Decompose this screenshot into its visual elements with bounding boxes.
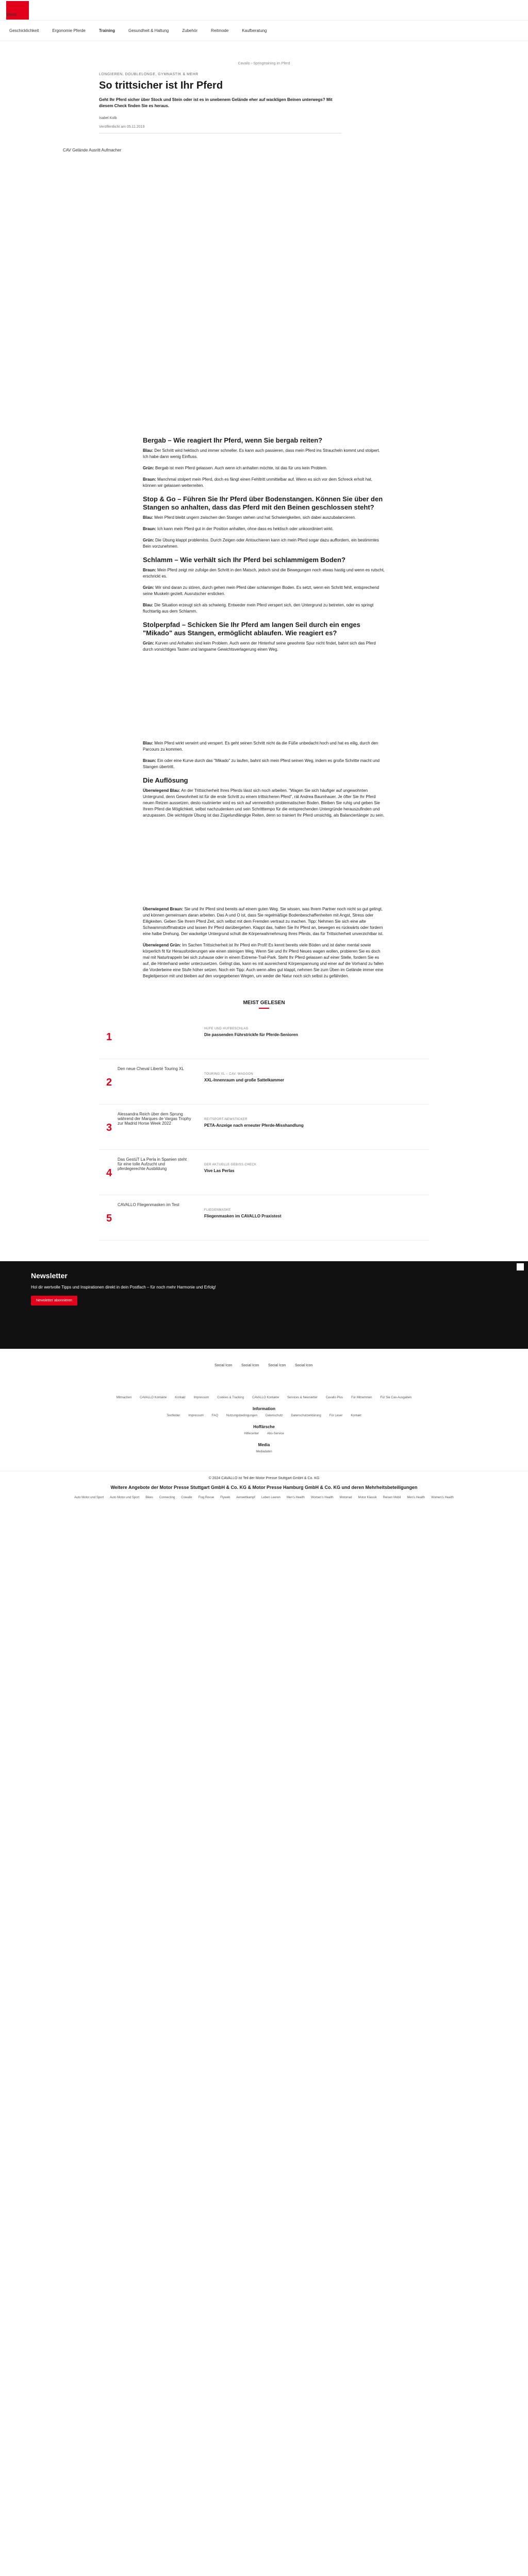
paragraph [143,567,385,580]
paragraph [143,740,385,753]
footer-link[interactable]: Mitmachen [116,1396,132,1399]
paragraph-lead: Grün: [143,585,154,590]
paragraph-lead: Überwiegend Grün: [143,943,182,947]
paragraph-text: Der Schritt wird hektisch und immer schneller. Es kann auch passieren, dass mein Pferd ins Straucheln kommt und stolpert. Ich habe dann wenig Einfluss. [143,448,380,459]
paragraph-lead: Grün: [143,466,154,470]
title-underline [259,1008,269,1009]
paragraph [143,526,385,532]
paragraph [143,448,385,460]
nav-item[interactable]: Kaufberatung [242,28,267,33]
item-category: FLIEGENMASKE [204,1209,231,1212]
item-thumbnail[interactable]: Alessandra Reich über dem Sprung während der Marques de Vargas Trophy zur Madrid Horse Week 2022 [118,1112,191,1126]
publication-link[interactable]: Connecting [159,1496,175,1499]
paragraph-lead: Grün: [143,538,154,543]
item-rank: 1 [106,1031,112,1043]
publication-link[interactable]: Women's Health [310,1496,334,1499]
section-heading: Die Auflösung [143,776,188,784]
item-text [192,1156,338,1174]
article-lead: Geht Ihr Pferd sicher über Stock und Stein oder ist es in unebenem Gelände eher auf wackligen Beinen unterwegs? Mit diesem Check finden Sie es heraus. [99,97,333,108]
footer-link[interactable]: Nutzungsbedingungen [226,1414,257,1417]
item-rank: 4 [106,1167,112,1179]
most-read-item[interactable] [99,1156,429,1195]
most-read-section [99,1000,429,1241]
article-title: So trittsicher ist Ihr Pferd [99,80,223,91]
article-date: Veröffentlicht am 05.11.2019 [99,125,341,133]
section-heading: Schlamm – Wie verhält sich Ihr Pferd bei schlammigem Boden? [143,556,345,564]
paragraph-lead: Blau: [143,603,153,607]
breadcrumb-item[interactable]: Springtraining im Pferd [253,62,290,65]
footer-link[interactable]: Datenschutz [265,1414,283,1417]
newsletter-subscribe-button[interactable]: Newsletter abonnieren [31,1296,77,1306]
paragraph-text: Kurven und Anhalten sind kein Problem. Auch wenn der Hinterhuf seine gewohnte Spur nicht findet, bahnt sich das Pferd durch vorsichtiges Tasten und langsame Gewichtsverlagerung einen Weg. [143,641,376,652]
footer-link[interactable]: Kontakt [175,1396,186,1399]
more-offers-title: Weitere Angebote der Motor Presse Stuttgart GmbH & Co. KG & Motor Presse Hamburg GmbH & Co. KG und deren Mehrheitsbeteiligungen [110,1485,418,1490]
paragraph-lead: Überwiegend Braun: [143,907,184,911]
newsletter-title: Newsletter [31,1272,68,1280]
paragraph [143,942,385,979]
paragraph-lead: Braun: [143,477,156,482]
footer-help [0,1425,528,1435]
item-rank: 5 [106,1213,112,1224]
publication-link[interactable]: Flug Revue [198,1496,214,1499]
item-category: REITSPORT-NEWSTICKER [204,1118,248,1121]
paragraph-lead: Braun: [143,758,156,763]
copyright: © 2024 CAVALLO ist Teil der Motor Presse Stuttgart GmbH & Co. KG [0,1471,528,1480]
publication-link[interactable]: Motorrad [339,1496,352,1499]
item-category: DER AKTUELLE GEBISS CHECK [204,1163,257,1166]
publication-link[interactable]: Auto Motor und Sport [74,1496,104,1499]
social-links [0,1363,528,1389]
item-text [192,1111,338,1128]
publication-link[interactable]: Leben Leeren [261,1496,281,1499]
social-icon[interactable]: Social Icon [214,1364,233,1367]
paragraph-lead: Blau: [143,741,153,745]
paragraph-text: Mein Pferd bleibt ungern zwischen den Stangen stehen und hat Schwierigkeiten, sich dabei auszubalancieren. [153,515,356,520]
publication-link[interactable]: Cowalle [181,1496,192,1499]
newsletter-text: Hol dir wertvolle Tipps und Inspirationen direkt in dein Postfach – für noch mehr Harmonie und Erfolg! [31,1285,216,1290]
footer-link[interactable]: Für Mitnehmen [351,1396,372,1399]
paragraph-lead: Blau: [143,448,153,453]
paragraph [143,515,385,521]
paragraph-text: An der Trittsicherheit Ihres Pferds lässt sich noch arbeiten. "Wagen Sie sich häufiger auf ungewohnten Untergrund, denn Gewohnheit ist für die erste Schritt zu einem trittsicheren Pferd", rät Andrea Baumhauer. Je öfter Sie Ihr Pferd neuen Reizen aussetzen, desto routinierter wird es sich auf vermeintlich problematischen Boden. Bleiben Sie ruhig und geben Sie Ihrem Pferd die Möglichkeit, selbst nachzudenken und sein Schritttempo für die entsprechenden Untergründe herauszufinden und anzupassen. Die wichtigste Übung ist das Zügelundlängige Reiten, denn so trainiert Ihr Pferd umsichtig, als Balanciertänger zu sein. [143,788,385,818]
publication-link[interactable]: Women's Health [431,1496,454,1499]
publication-link[interactable]: Flyweb [220,1496,230,1499]
nav-item[interactable]: Gesundheit & Haltung [128,28,169,33]
most-read-item[interactable] [99,1201,429,1241]
publication-link[interactable]: Men's Health [287,1496,305,1499]
paragraph-text: Manchmal stolpert mein Pferd, doch es fängt einen Fehltritt unmittelbar auf. Wenn es sich vor dem Schreck erholt hat, können wir gelassen weiterreiten. [143,477,372,488]
item-text [192,1065,338,1083]
most-read-item[interactable] [99,1111,429,1150]
hero-image-alt: CAV Gelände Ausritt Aufmacher [63,148,122,152]
footer-link[interactable]: Für Sie Cav-Ausgaben [380,1396,412,1399]
paragraph [143,602,385,615]
footer-info [0,1406,528,1417]
footer-link[interactable]: Impressum [193,1396,209,1399]
footer-help-title: Hoffärsche [253,1425,275,1429]
item-rank: 3 [106,1122,112,1133]
breadcrumb [99,62,429,65]
paragraph [143,758,385,770]
item-text [192,1020,338,1038]
breadcrumb-item[interactable]: Cavallo [238,62,250,65]
publication-link[interactable]: Motor Klassik [358,1496,377,1499]
article [63,41,465,979]
publication-link[interactable]: Bikes [145,1496,153,1499]
paragraph [143,465,385,471]
item-rank: 2 [106,1077,112,1088]
paragraph-text: Mein Pferd wirkt verwirrt und verspert. Es geht seinen Schritt nicht da die Füße unbedacht hoch und hat es eilig, durch den Parcours zu kommen. [143,741,378,752]
item-title[interactable]: Fliegenmasken im CAVALLO Praxistest [204,1214,282,1218]
paragraph-text: Mein Pferd zeigt mir zufolge den Schritt in den Matsch, jedoch sind die Bewegungen noch etwas hastig und wenn es rutscht, erschrickt es. [143,568,385,579]
section-heading: Bergab – Wie reagiert Ihr Pferd, wenn Sie bergab reiten? [143,436,323,444]
footer-link[interactable]: CAVALLO Kontakte [252,1396,279,1399]
footer-link[interactable]: Textfelder [167,1414,180,1417]
ad-space [143,658,385,740]
paragraph [143,537,385,550]
article-kicker: LONGIEREN, DOUBLELONGE, GYMNASTIK & MEHR [99,73,199,76]
most-read-item[interactable] [99,1020,429,1059]
footer-links [0,1396,528,1399]
publication-link[interactable]: Auto Motor und Sport [110,1496,140,1499]
nav-item[interactable]: Zubehör [182,28,198,33]
top-bar [0,0,528,21]
paragraph-lead: Blau: [143,515,153,520]
paragraph-text: Ich kann mein Pferd gut in der Position anhalten, ohne dass es hektisch oder unkoordiniert wirkt. [156,527,334,531]
main-navigation [0,21,528,41]
paragraph [143,906,385,937]
paragraph [143,640,385,653]
footer-link[interactable]: Cavallo Plus [325,1396,343,1399]
social-icon[interactable]: Social Icon [268,1364,286,1367]
footer-link[interactable]: Cookies & Tracking [217,1396,244,1399]
close-icon[interactable] [517,1263,524,1270]
breadcrumb-separator: › [251,62,254,65]
page-bottom-space [0,1521,528,2576]
item-title[interactable]: PETA-Anzeige nach erneuter Pferde-Misshandlung [204,1123,304,1128]
nav-item[interactable]: Training [98,28,115,33]
item-thumbnail[interactable]: Das GestüT La Perla in Spanien steht für eine tolle Aufzucht und pferdegerechte Ausbildung [118,1157,187,1171]
paragraph [143,788,385,819]
article-author[interactable]: Isabel Kolb [99,116,117,120]
paragraph-text: Sie und Ihr Pferd sind bereits auf einem guten Weg. Sie wissen, was Ihrem Partner noch nicht so gut gelingt, und können gemeinsam daran arbeiten. Das A und O ist, dass Sie regelmäßige Bodenbeschaffenheiten mit Angst, Stress oder Eiligkeiten. Geben Sie Ihrem Pferd Zeit, sich selbst mit dem Fremden vertraut zu machen. Tipp: Nehmen Sie sich eine alte Schwammstoffmatratze und lassen Ihr Pferd darübergehen. Klappt das, halten Sie Ihr Pferd an, bewegen es rückwärts oder fordern eine halbe Drehung. Der wackelige Untergrund schult die Körperwahrnehmung Ihres Pferds, das für Trittsicherheit unverzichtbar ist. [143,907,384,936]
footer-link[interactable]: Hilfecenter [244,1432,259,1435]
section-heading: Stolperpfad – Schicken Sie Ihr Pferd am langen Seil durch ein enges "Mikado" aus Stangen, ermöglicht ablaufen. Wie reagiert es? [143,621,360,637]
ad-space [143,824,385,906]
article-body [143,436,385,979]
social-icon[interactable]: Social Icon [241,1364,259,1367]
footer-link[interactable]: Abo-Service [267,1432,284,1435]
footer-info-title: Information [253,1406,275,1411]
section-heading: Stop & Go – Führen Sie Ihr Pferd über Bodenstangen. Können Sie über den Stangen so anhalten, dass das Pferd mit den Beinen geschlossen steht? [143,495,383,511]
publication-link[interactable]: Reisen Mobil [383,1496,401,1499]
paragraph-text: Die Übung klappt problemlos. Durch Zeigen oder Antouchieren kann ich mein Pferd sogar dazu auffordern, ein bestimmtes Bein vorzunehmen. [143,538,379,549]
publication-link[interactable]: Aerwettkampf [236,1496,255,1499]
paragraph-text: Im Sachen Trittsicherheit ist Ihr Pferd ein Profi! Es kennt bereits viele Böden und ist daher mental sowie körperlich fit für Herausforderungen wie einen steinigen Weg. Wenn Sie und Ihr Pferd Neues wagen wollen, probieren Sie es doch mal mit Naturtrappeln bei sich zuhause oder in einem Extreme-Trail-Park. Steht Ihr Pferd gelassen auf einer Stelle, fordern Sie es auf, die Hinterhand weiter unterzusetzen. Gelingt das, kann es mit ausreichend Körperspannung und einer auf die Vorhand zu fallen die Vorderbeine eine Stufe höher setzen. Noch ein Tipp: Auch wenn alles gut klappt, nehmen Sie zum Üben im Gelände immer eine Begleitperson mit und bleiben auf den vorgegebenen Wegen, um weder die Natur noch sich selbst zu gefährden. [143,943,384,978]
paragraph-text: Wir sind daran zu stören, durch gehen mein Pferd über schlammigen Boden. Es setzt, wenn ein Schritt fehlt, entsprechend seine Muskeln gezielt. Ausrutscher ersticken. [143,585,380,596]
publication-links [32,1495,496,1501]
menu-button[interactable]: Menü [6,12,17,17]
item-title[interactable]: XXL-Innenraum und große Sattelkammer [204,1078,285,1082]
paragraph-lead: Braun: [143,568,156,572]
nav-item[interactable]: Geschicklichkeit [9,28,39,33]
footer-link[interactable]: FAQ [211,1414,218,1417]
social-icon[interactable]: Social Icon [295,1364,313,1367]
item-title[interactable]: Die passenden Führstrickfe für Pferde-Senioren [204,1032,298,1037]
footer-link[interactable]: Kontakt [351,1414,361,1417]
hero-image [63,148,465,416]
paragraph-lead: Überwiegend Blau: [143,788,180,793]
paragraph-text: Die Situation erzeugt sich als schwierig. Entweder mein Pferd verspert sich, den Untergrund zu betreten, oder es springt fluchtartig aus dem Schlamm. [143,603,374,614]
item-category: HUFE UND HUFBESCHLAG [204,1027,249,1030]
most-read-title: MEIST GELESEN [243,1000,285,1006]
footer-link[interactable]: Mediadaten [256,1450,272,1453]
footer-link[interactable]: Für Leser [329,1414,343,1417]
paragraph-lead: Grün: [143,641,154,646]
footer-link[interactable]: CAVALLO Kontakte [140,1396,167,1399]
newsletter-banner [0,1261,528,1349]
footer-link[interactable]: Datenschutzerklärung [291,1414,321,1417]
item-text [192,1201,338,1219]
item-thumbnail[interactable]: CAVALLO Fliegenmasken im Test [118,1202,179,1207]
footer-media-title: Media [258,1443,270,1447]
paragraph [143,477,385,489]
item-thumbnail[interactable] [113,1020,192,1048]
footer-link[interactable]: Services & Newsletter [287,1396,318,1399]
paragraph-lead: Braun: [143,527,156,531]
paragraph-text: Ein oder eine Kurve durch das "Mikado" zu laufen, bahnt sich mein Pferd seinen Weg, indem es große Schritte macht und Stangen übertritt. [143,758,380,769]
footer-media [0,1443,528,1453]
footer-link[interactable]: Impressum [188,1414,204,1417]
nav-item[interactable]: Ergonomie Pferde [52,28,86,33]
most-read-item[interactable] [99,1065,429,1105]
publication-link[interactable]: Men's Health [407,1496,425,1499]
item-title[interactable]: Vive Las Perlas [204,1168,235,1173]
nav-item[interactable]: Reitmode [211,28,229,33]
item-thumbnail[interactable]: Den neue Cheval Liberté Touring XL [118,1066,184,1071]
paragraph-text: Bergab ist mein Pferd gelassen. Auch wenn ich anhalten möchte, ist das für uns kein Problem. [154,466,327,470]
item-category: TOURING XL – CAV. WAGGON [204,1073,254,1076]
paragraph [143,585,385,597]
